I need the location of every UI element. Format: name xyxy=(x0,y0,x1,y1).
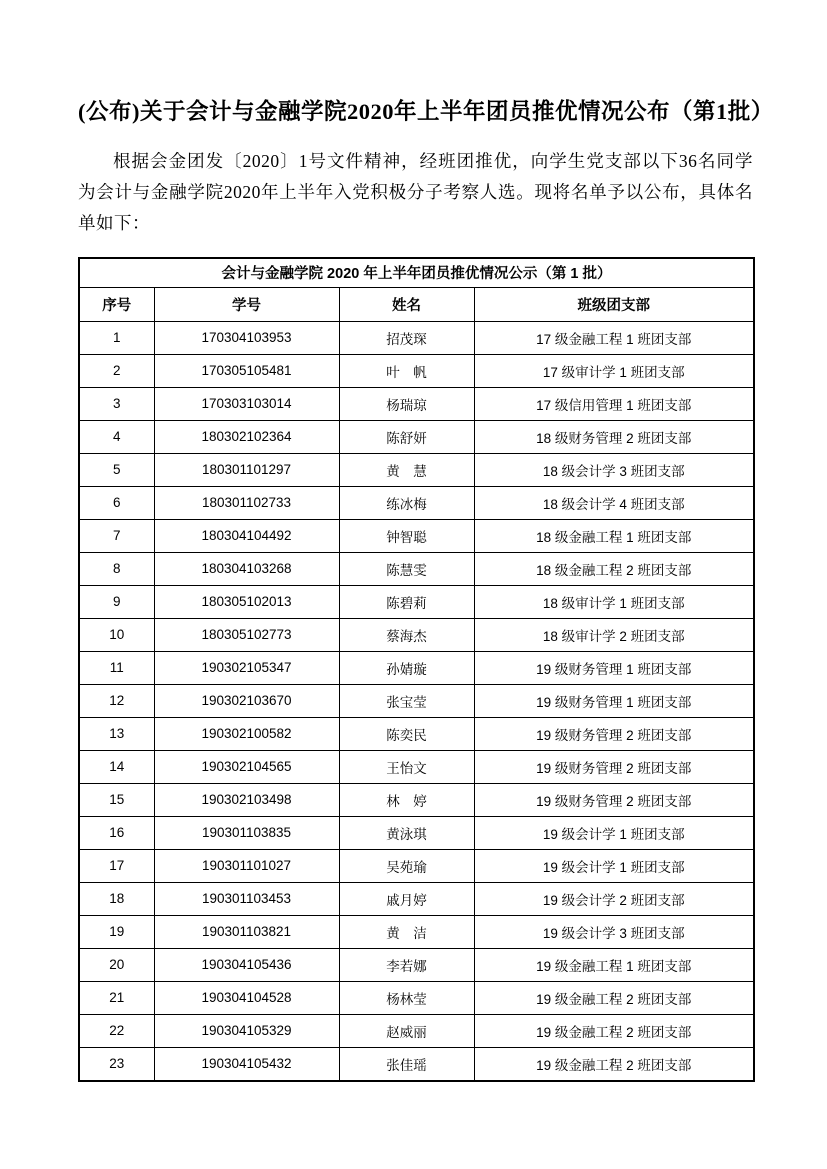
cell-name: 黄泳琪 xyxy=(339,816,474,849)
table-row xyxy=(79,321,754,354)
header-name: 姓名 xyxy=(339,287,474,321)
table-caption-row xyxy=(79,258,754,288)
cell-branch: 18 级财务管理 2 班团支部 xyxy=(474,420,754,453)
table-row xyxy=(79,750,754,783)
table-row xyxy=(79,486,754,519)
cell-student-id: 180305102013 xyxy=(154,585,339,618)
table-row xyxy=(79,1047,754,1081)
cell-student-id: 190301103835 xyxy=(154,816,339,849)
cell-branch: 19 级会计学 2 班团支部 xyxy=(474,882,754,915)
cell-branch: 19 级财务管理 2 班团支部 xyxy=(474,750,754,783)
table-row xyxy=(79,618,754,651)
cell-index: 21 xyxy=(79,981,154,1014)
cell-name: 陈慧雯 xyxy=(339,552,474,585)
cell-student-id: 190302103670 xyxy=(154,684,339,717)
cell-branch: 19 级会计学 1 班团支部 xyxy=(474,816,754,849)
cell-index: 1 xyxy=(79,321,154,354)
cell-name: 杨瑞琼 xyxy=(339,387,474,420)
table-row xyxy=(79,420,754,453)
cell-student-id: 190304105329 xyxy=(154,1014,339,1047)
roster-table xyxy=(78,257,755,1082)
cell-branch: 18 级会计学 4 班团支部 xyxy=(474,486,754,519)
cell-student-id: 170303103014 xyxy=(154,387,339,420)
page-title: (公布)关于会计与金融学院2020年上半年团员推优情况公布（第1批） xyxy=(78,99,774,124)
cell-index: 12 xyxy=(79,684,154,717)
cell-index: 15 xyxy=(79,783,154,816)
cell-student-id: 180301102733 xyxy=(154,486,339,519)
cell-student-id: 190302100582 xyxy=(154,717,339,750)
table-row xyxy=(79,354,754,387)
cell-student-id: 190302105347 xyxy=(154,651,339,684)
cell-student-id: 190301101027 xyxy=(154,849,339,882)
table-row xyxy=(79,816,754,849)
cell-index: 8 xyxy=(79,552,154,585)
cell-branch: 19 级财务管理 1 班团支部 xyxy=(474,684,754,717)
cell-index: 5 xyxy=(79,453,154,486)
cell-index: 13 xyxy=(79,717,154,750)
cell-student-id: 190304105432 xyxy=(154,1047,339,1081)
cell-name: 陈奕民 xyxy=(339,717,474,750)
cell-student-id: 180302102364 xyxy=(154,420,339,453)
cell-index: 2 xyxy=(79,354,154,387)
cell-student-id: 190301103821 xyxy=(154,915,339,948)
table-row xyxy=(79,717,754,750)
table-row xyxy=(79,849,754,882)
cell-name: 叶 帆 xyxy=(339,354,474,387)
cell-name: 吴苑瑜 xyxy=(339,849,474,882)
cell-index: 9 xyxy=(79,585,154,618)
cell-index: 18 xyxy=(79,882,154,915)
cell-student-id: 180304103268 xyxy=(154,552,339,585)
cell-branch: 18 级金融工程 2 班团支部 xyxy=(474,552,754,585)
cell-name: 赵威丽 xyxy=(339,1014,474,1047)
cell-student-id: 180304104492 xyxy=(154,519,339,552)
cell-branch: 17 级金融工程 1 班团支部 xyxy=(474,321,754,354)
table-header-row xyxy=(79,287,754,321)
cell-branch: 18 级审计学 1 班团支部 xyxy=(474,585,754,618)
cell-name: 陈碧莉 xyxy=(339,585,474,618)
cell-index: 16 xyxy=(79,816,154,849)
table-row xyxy=(79,519,754,552)
cell-index: 3 xyxy=(79,387,154,420)
cell-branch: 19 级财务管理 2 班团支部 xyxy=(474,717,754,750)
table-row xyxy=(79,453,754,486)
table-row xyxy=(79,1014,754,1047)
cell-branch: 19 级金融工程 2 班团支部 xyxy=(474,981,754,1014)
cell-student-id: 170305105481 xyxy=(154,354,339,387)
cell-name: 王怡文 xyxy=(339,750,474,783)
cell-name: 黄 慧 xyxy=(339,453,474,486)
table-row xyxy=(79,882,754,915)
cell-index: 14 xyxy=(79,750,154,783)
cell-branch: 17 级信用管理 1 班团支部 xyxy=(474,387,754,420)
cell-branch: 18 级金融工程 1 班团支部 xyxy=(474,519,754,552)
cell-student-id: 180301101297 xyxy=(154,453,339,486)
cell-index: 19 xyxy=(79,915,154,948)
cell-index: 22 xyxy=(79,1014,154,1047)
cell-name: 张佳瑶 xyxy=(339,1047,474,1081)
cell-name: 李若娜 xyxy=(339,948,474,981)
intro-paragraph: 根据会金团发〔2020〕1号文件精神，经班团推优，向学生党支部以下36名同学为会计与金融学院2020年上半年入党积极分子考察人选。现将名单予以公布，具体名单如下： xyxy=(78,151,753,234)
cell-name: 杨林莹 xyxy=(339,981,474,1014)
cell-student-id: 190302103498 xyxy=(154,783,339,816)
cell-name: 招茂琛 xyxy=(339,321,474,354)
cell-branch: 18 级会计学 3 班团支部 xyxy=(474,453,754,486)
cell-student-id: 170304103953 xyxy=(154,321,339,354)
cell-branch: 19 级金融工程 1 班团支部 xyxy=(474,948,754,981)
header-index: 序号 xyxy=(79,287,154,321)
cell-branch: 18 级审计学 2 班团支部 xyxy=(474,618,754,651)
cell-branch: 17 级审计学 1 班团支部 xyxy=(474,354,754,387)
cell-index: 4 xyxy=(79,420,154,453)
cell-index: 17 xyxy=(79,849,154,882)
table-row xyxy=(79,585,754,618)
table-row xyxy=(79,387,754,420)
cell-branch: 19 级财务管理 2 班团支部 xyxy=(474,783,754,816)
cell-branch: 19 级会计学 3 班团支部 xyxy=(474,915,754,948)
cell-student-id: 190301103453 xyxy=(154,882,339,915)
table-row xyxy=(79,783,754,816)
table-row xyxy=(79,981,754,1014)
table-row xyxy=(79,552,754,585)
cell-name: 黄 洁 xyxy=(339,915,474,948)
cell-branch: 19 级会计学 1 班团支部 xyxy=(474,849,754,882)
table-row xyxy=(79,651,754,684)
cell-index: 10 xyxy=(79,618,154,651)
cell-index: 11 xyxy=(79,651,154,684)
cell-name: 练冰梅 xyxy=(339,486,474,519)
cell-student-id: 190304104528 xyxy=(154,981,339,1014)
cell-name: 张宝莹 xyxy=(339,684,474,717)
cell-branch: 19 级金融工程 2 班团支部 xyxy=(474,1014,754,1047)
table-row xyxy=(79,948,754,981)
cell-branch: 19 级金融工程 2 班团支部 xyxy=(474,1047,754,1081)
cell-index: 6 xyxy=(79,486,154,519)
table-row xyxy=(79,684,754,717)
header-student-id: 学号 xyxy=(154,287,339,321)
cell-name: 钟智聪 xyxy=(339,519,474,552)
cell-index: 7 xyxy=(79,519,154,552)
table-caption: 会计与金融学院 2020 年上半年团员推优情况公示（第 1 批） xyxy=(79,258,754,288)
table-row xyxy=(79,915,754,948)
cell-student-id: 190304105436 xyxy=(154,948,339,981)
cell-index: 23 xyxy=(79,1047,154,1081)
document-content xyxy=(78,0,774,1082)
header-branch: 班级团支部 xyxy=(474,287,754,321)
cell-student-id: 180305102773 xyxy=(154,618,339,651)
cell-name: 孙婧璇 xyxy=(339,651,474,684)
cell-branch: 19 级财务管理 1 班团支部 xyxy=(474,651,754,684)
cell-index: 20 xyxy=(79,948,154,981)
cell-name: 戚月婷 xyxy=(339,882,474,915)
cell-name: 陈舒妍 xyxy=(339,420,474,453)
cell-student-id: 190302104565 xyxy=(154,750,339,783)
cell-name: 蔡海杰 xyxy=(339,618,474,651)
cell-name: 林 婷 xyxy=(339,783,474,816)
